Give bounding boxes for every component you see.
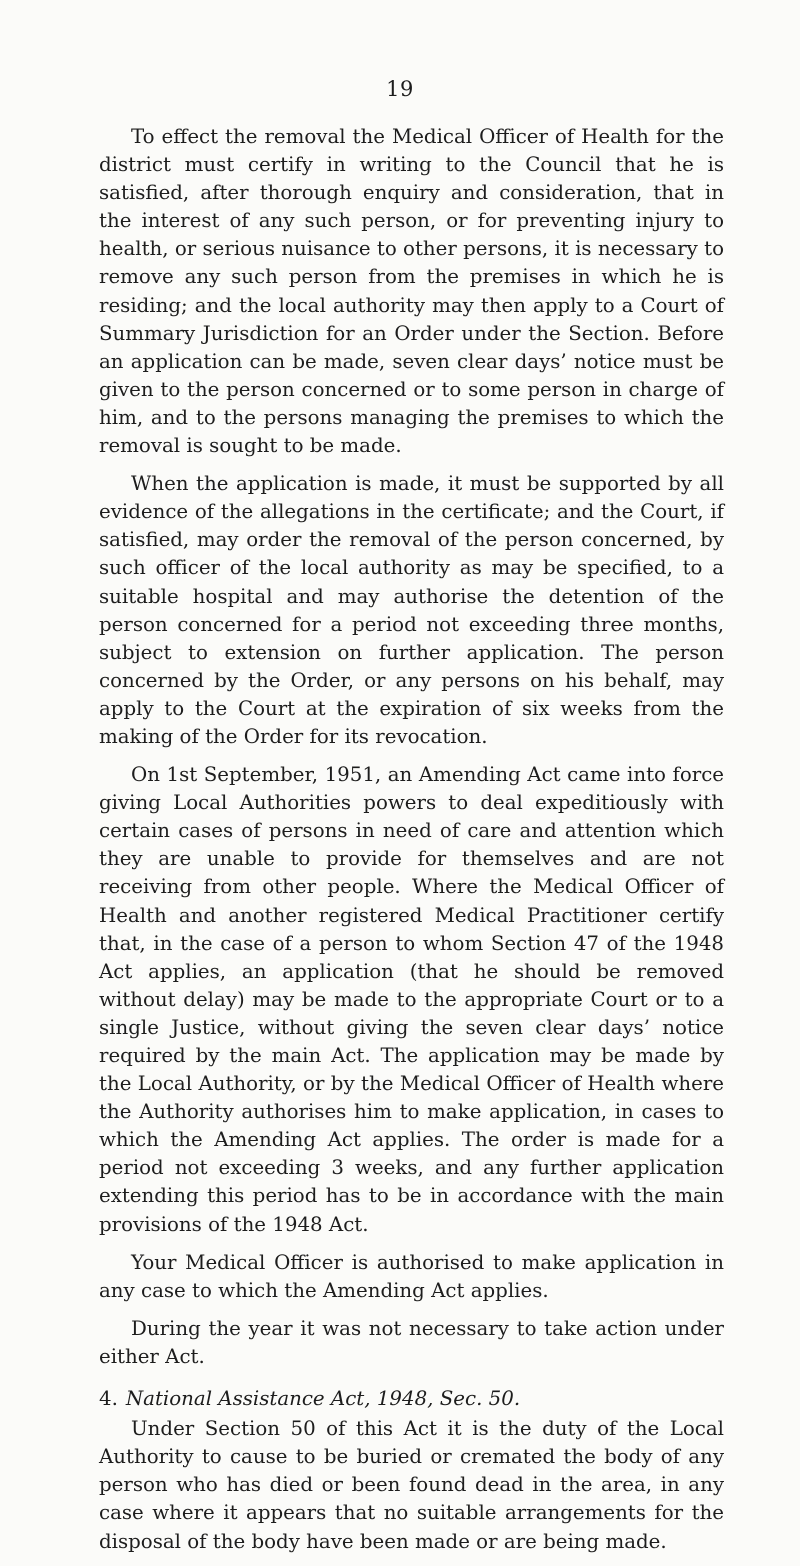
section-number: 4. — [99, 1387, 118, 1411]
paragraph-court-application: When the application is made, it must be supported by all evidence of the allegations in the certificate; and the Court, if satisfied, may order the removal of the person concerned, by such officer of the local authority as may be specified, to a suitable hospital and may authorise the detention of the person concerned for a period not exceeding three months, subject to extension on further application. The person concerned by the Order, or any persons on his behalf, may apply to the Court at the expiration of six weeks from the making of the Order for its revocation. — [99, 472, 724, 748]
paragraph-authorisation: Your Medical Officer is authorised to make application in any case to which the Amending Act applies. — [99, 1250, 724, 1302]
section-title: National Assistance Act, 1948, Sec. 50. — [125, 1387, 521, 1411]
paragraph-section-50: Under Section 50 of this Act it is the duty of the Local Authority to cause to be buried or cremated the body of any person who has died or been found dead in the area, in any case where it appears that no suitable arrangements for the disposal of the body have been made or are being made. — [99, 1417, 724, 1553]
paragraph-no-action: During the year it was not necessary to take action under either Act. — [99, 1316, 724, 1368]
paragraph-removal-certification: To effect the removal the Medical Officer of Health for the district must certify in writing to the Council that he is satisfied, after thorough enquiry and consideration, that in the interest of any such person, or for preventing injury to health, or serious nuisance to other persons, it is necessary to remove any such person from the premises in which he is residing; and the local authority may then apply to a Court of Summary Jurisdiction for an Order under the Section. Before an application can be made, seven clear days’ notice must be given to the person concerned or to some person in charge of him, and to the persons managing the premises to which the removal is sought to be made. — [99, 125, 724, 458]
page-number: 19 — [386, 77, 414, 101]
document-body — [99, 123, 724, 1566]
paragraph-amending-act: On 1st September, 1951, an Amending Act came into force giving Local Authorities powers to deal expeditiously with certain cases of persons in need of care and attention which they are unable to provide for themselves and are not receiving from other people. Where the Medical Officer of Health and another registered Medical Practitioner certify that, in the case of a person to whom Section 47 of the 1948 Act applies, an application (that he should be removed without delay) may be made to the appropriate Court or to a single Justice, without giving the seven clear days’ notice required by the main Act. The application may be made by the Local Authority, or by the Medical Officer of Health where the Authority authorises him to make application, in cases to which the Amending Act applies. The order is made for a period not exceeding 3 weeks, and any further application extending this period has to be in accordance with the main provisions of the 1948 Act. — [99, 763, 724, 1236]
section-heading — [99, 1385, 724, 1413]
